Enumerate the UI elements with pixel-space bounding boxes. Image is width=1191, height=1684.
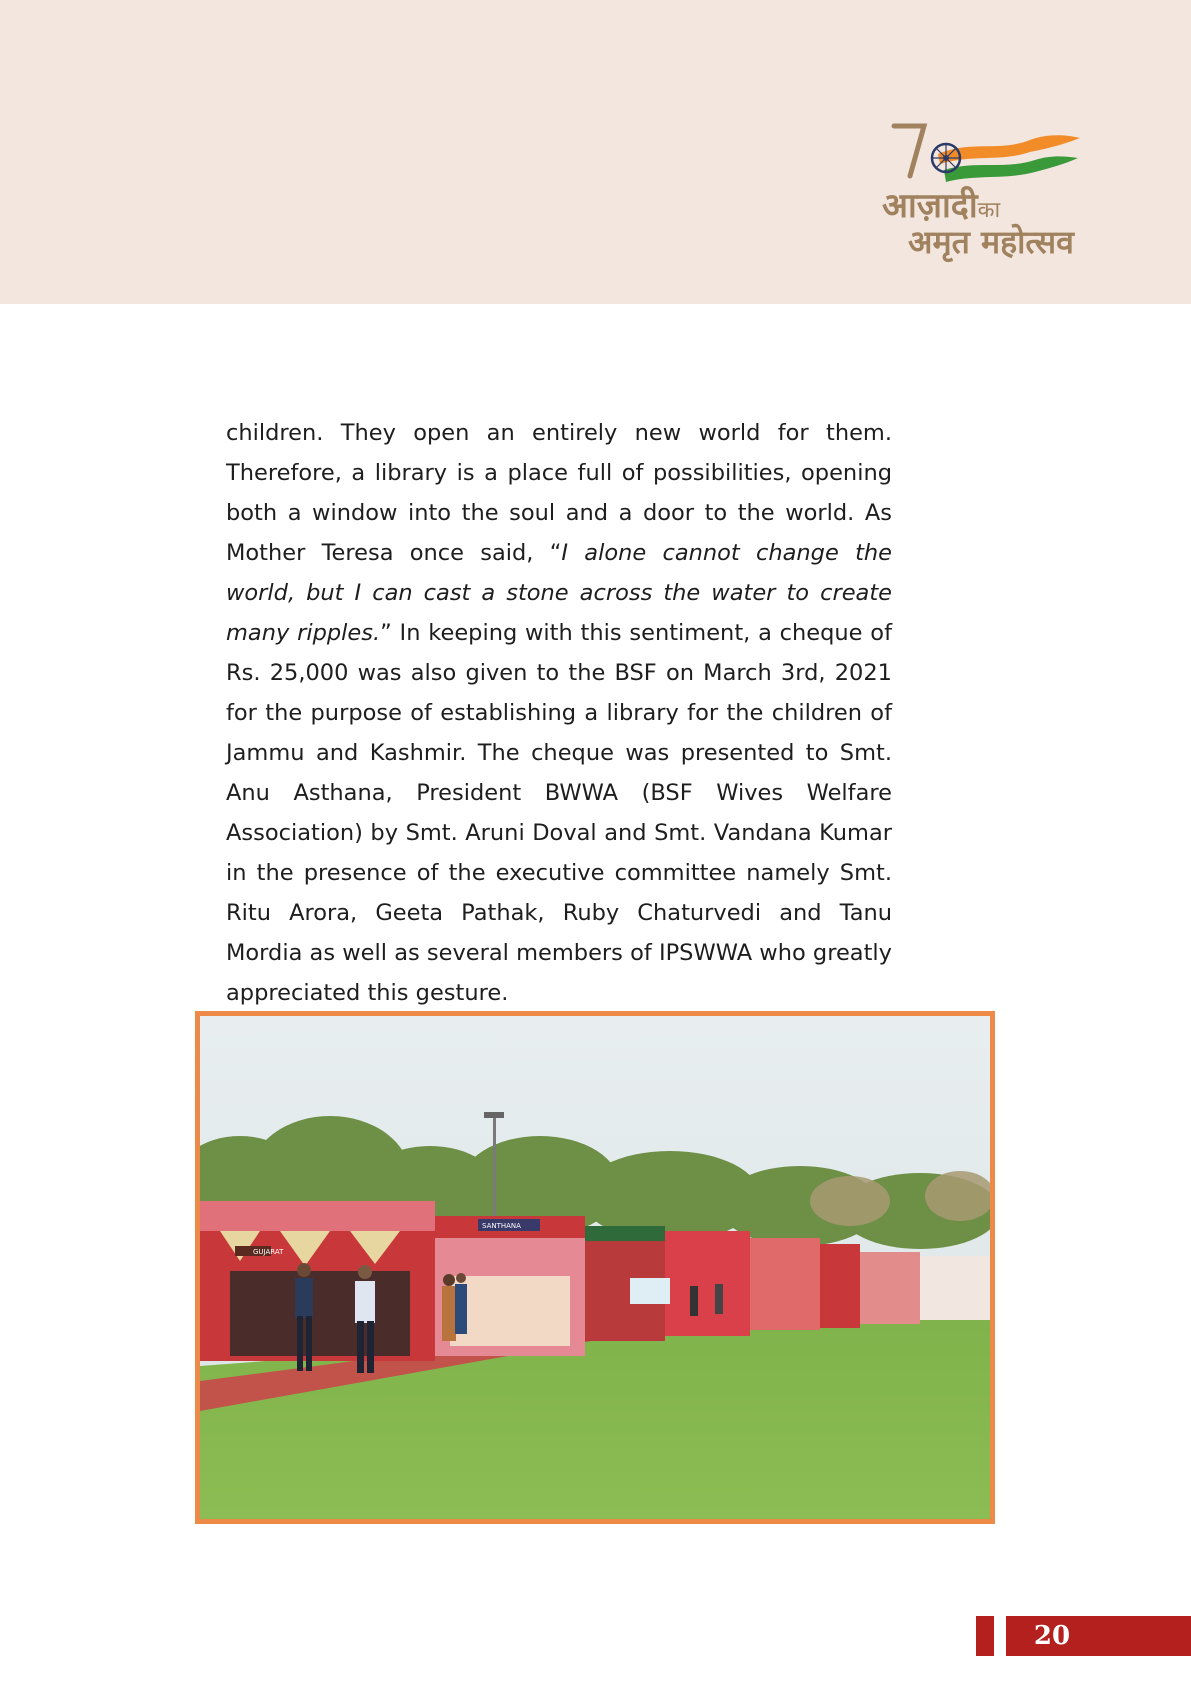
- event-photo: [195, 1011, 995, 1524]
- mother-teresa-quote: I alone cannot change the world, but I can cast a stone across the water to create many ripples.: [226, 540, 892, 646]
- article-text-part2: ” In keeping with this sentiment, a cheque of Rs. 25,000 was also given to the BSF on March 3rd, 2021 for the purpose of establishing a library for the children of Jammu and Kashmir. The cheque was presented to Smt. Anu Asthana, President BWWA (BSF Wives Welfare Association) by Smt. Aruni Doval and Smt. Vandana Kumar in the presence of the executive committee namely Smt. Ritu Arora, Geeta Pathak, Ruby Chaturvedi and Tanu Mordia as well as several members of IPSWWA who greatly appreciated this gesture.: [226, 620, 892, 1006]
- page-number: 20: [1033, 1621, 1071, 1651]
- ashoka-chakra-flag-icon: [880, 118, 1090, 193]
- exhibition-stalls-photo: [200, 1016, 990, 1519]
- logo-text-ka: का: [977, 198, 1001, 223]
- logo-text-azadi: आज़ादी: [882, 186, 978, 226]
- stall-sign-gujarat: GUJARAT: [253, 1248, 284, 1256]
- page-number-accent-bar: [976, 1616, 994, 1656]
- stall-sign-2: SANTHANA: [482, 1222, 521, 1230]
- article-text-part1: children. They open an entirely new world for them. Therefore, a library is a place full of possibilities, opening both a window into the soul and a door to the world. As Mother Teresa once said, “: [226, 420, 892, 566]
- logo-text-line2: अमृत महोत्सव: [908, 223, 1074, 261]
- article-paragraph: [226, 413, 892, 1013]
- azadi-ka-amrit-mahotsav-logo: [880, 118, 1090, 268]
